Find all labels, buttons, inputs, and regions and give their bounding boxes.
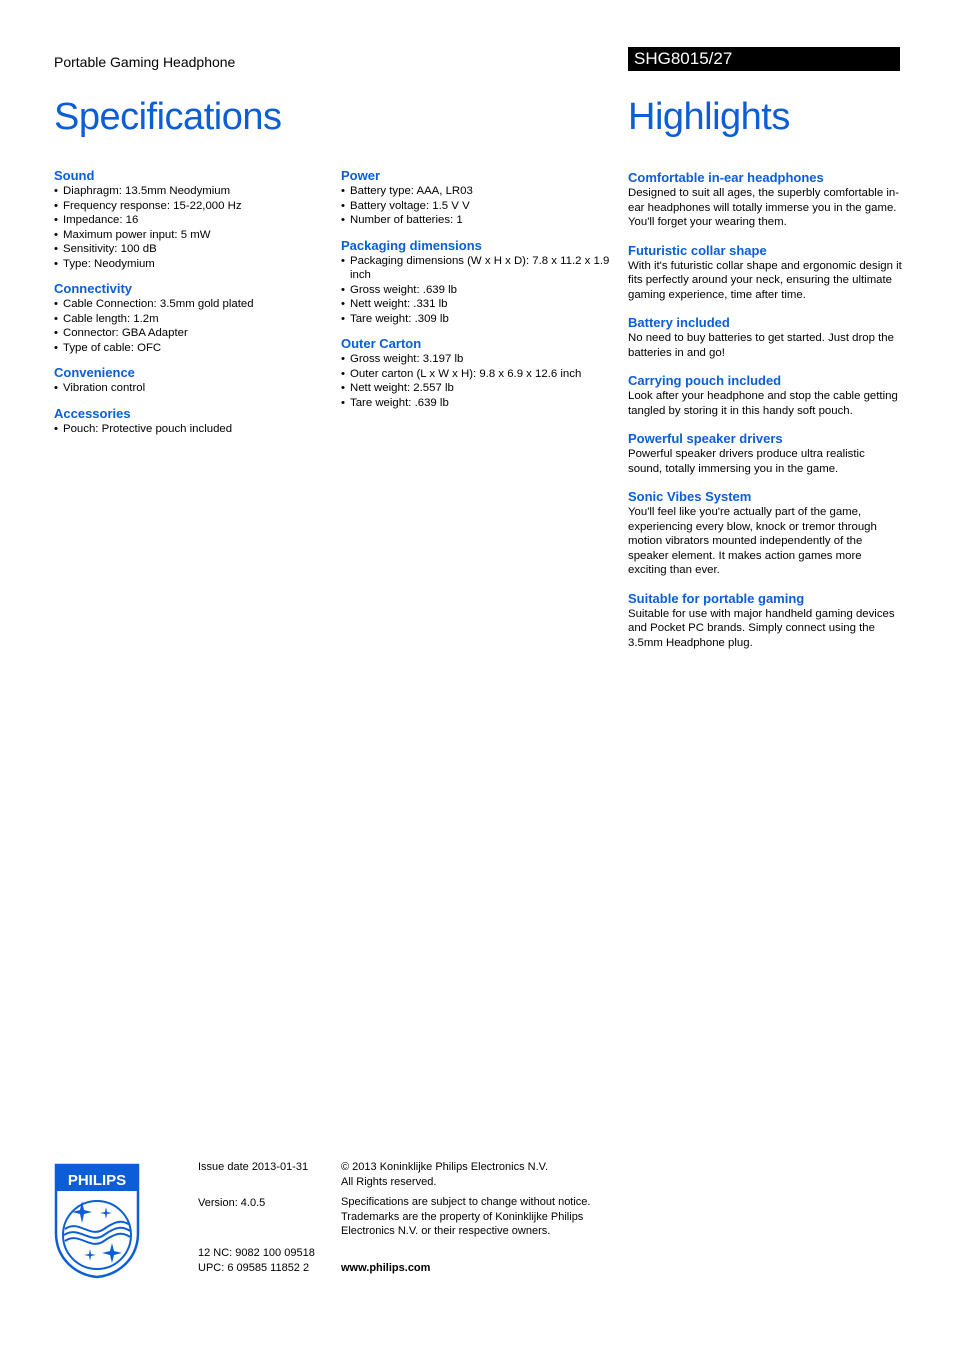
footer-meta <box>198 1160 333 1275</box>
spec-section-heading: Sound <box>54 168 95 183</box>
model-number: SHG8015/27 <box>634 49 733 68</box>
highlight-body: Designed to suit all ages, the superbly comfortable in-ear headphones will totally immerse you in the game. You'll forget your wearing them. <box>628 187 899 228</box>
spec-item: • Pouch: Protective pouch included <box>54 422 324 437</box>
spec-item: • Type of cable: OFC <box>54 341 324 356</box>
spec-item: • Sensitivity: 100 dB <box>54 242 324 257</box>
highlight-heading: Sonic Vibes System <box>628 489 752 504</box>
spec-item: • Gross weight: .639 lb <box>341 283 611 298</box>
notice-line-2: Trademarks are the property of Koninklijke Philips <box>341 1210 584 1223</box>
highlight-item <box>628 591 902 651</box>
specifications-title: Specifications <box>54 96 282 138</box>
highlight-body: Powerful speaker drivers produce ultra realistic sound, totally immersing you in the game. <box>628 448 865 475</box>
spec-section-heading: Convenience <box>54 365 135 380</box>
version: Version: 4.0.5 <box>198 1196 266 1209</box>
spec-section-heading: Outer Carton <box>341 336 422 351</box>
notice-line-1: Specifications are subject to change without notice. <box>341 1196 591 1208</box>
upc-number: UPC: 6 09585 11852 2 <box>198 1261 310 1274</box>
spec-list <box>54 297 324 355</box>
spec-item: • Tare weight: .309 lb <box>341 312 611 327</box>
philips-shield-logo <box>54 1163 140 1279</box>
specifications-column-2 <box>341 168 611 420</box>
spec-item: • Vibration control <box>54 381 324 396</box>
spec-list <box>341 184 611 228</box>
spec-item: • Connector: GBA Adapter <box>54 326 324 341</box>
highlight-item <box>628 373 902 418</box>
philips-shield-icon <box>54 1163 140 1279</box>
spec-section-heading: Power <box>341 168 381 183</box>
spec-item: • Maximum power input: 5 mW <box>54 228 324 243</box>
spec-item: • Diaphragm: 13.5mm Neodymium <box>54 184 324 199</box>
spec-section-heading: Accessories <box>54 405 131 421</box>
spec-section-heading: Packaging dimensions <box>341 237 482 253</box>
spec-item: • Gross weight: 3.197 lb <box>341 352 611 367</box>
spec-item: • Nett weight: 2.557 lb <box>341 381 611 396</box>
highlights-column <box>628 170 902 663</box>
copyright-line-2: All Rights reserved. <box>341 1175 437 1188</box>
spec-list <box>54 184 324 271</box>
highlight-item <box>628 315 902 360</box>
spec-item: • Type: Neodymium <box>54 257 324 272</box>
spec-item: • Impedance: 16 <box>54 213 324 228</box>
spec-list <box>54 422 324 437</box>
website-link[interactable]: www.philips.com <box>341 1261 431 1274</box>
highlight-item <box>628 489 902 578</box>
highlight-item <box>628 170 902 230</box>
spec-item: • Outer carton (L x W x H): 9.8 x 6.9 x 12.6 inch <box>341 367 611 382</box>
spec-list <box>341 352 611 410</box>
spec-item: • Cable Connection: 3.5mm gold plated <box>54 297 324 312</box>
highlight-item <box>628 431 902 476</box>
spec-item: • Frequency response: 15-22,000 Hz <box>54 199 324 214</box>
notice-line-3: Electronics N.V. or their respective owners. <box>341 1225 551 1237</box>
spec-item: • Nett weight: .331 lb <box>341 297 611 312</box>
copyright-line-1: © 2013 Koninklijke Philips Electronics N.V. <box>341 1161 549 1173</box>
svg-text:PHILIPS: PHILIPS <box>67 1172 127 1189</box>
specifications-column-1 <box>54 168 324 446</box>
footer-legal <box>341 1160 611 1275</box>
highlight-body: With it's futuristic collar shape and ergonomic design it fits perfectly around your neck, ensuring the ultimate gaming experience, time after time. <box>628 259 902 301</box>
model-number-bar <box>628 47 900 71</box>
spec-section-heading: Connectivity <box>54 281 133 296</box>
spec-item: • Packaging dimensions (W x H x D): 7.8 x 11.2 x 1.9 inch <box>341 254 611 283</box>
highlight-item <box>628 243 902 303</box>
highlight-heading: Battery included <box>628 315 730 330</box>
spec-item: • Tare weight: .639 lb <box>341 396 611 411</box>
spec-item: • Cable length: 1.2m <box>54 312 324 327</box>
highlight-body: Look after your headphone and stop the cable getting tangled by storing it in this handy soft pouch. <box>628 390 898 417</box>
spec-item: • Number of batteries: 1 <box>341 213 611 228</box>
spec-list <box>341 254 611 327</box>
highlights-title: Highlights <box>628 96 790 138</box>
highlight-body: No need to buy batteries to get started. Just drop the batteries in and go! <box>628 332 894 359</box>
highlight-heading: Futuristic collar shape <box>628 242 767 258</box>
issue-date: Issue date 2013-01-31 <box>198 1161 309 1173</box>
highlight-heading: Suitable for portable gaming <box>628 590 805 606</box>
product-name: Portable Gaming Headphone <box>54 54 236 70</box>
spec-item: • Battery type: AAA, LR03 <box>341 184 611 199</box>
highlight-heading: Carrying pouch included <box>628 373 782 388</box>
highlight-heading: Powerful speaker drivers <box>628 431 783 446</box>
spec-item: • Battery voltage: 1.5 V V <box>341 199 611 214</box>
spec-list <box>54 381 324 396</box>
highlight-body: You'll feel like you're actually part of the game, experiencing every blow, knock or tremor through motion vibrators mounted independently of the speaker element. It makes action games more exciting than ever. <box>628 506 877 576</box>
highlight-body: Suitable for use with major handheld gaming devices and Pocket PC brands. Simply connect using the 3.5mm Headphone plug. <box>628 607 895 649</box>
highlight-heading: Comfortable in-ear headphones <box>628 170 824 185</box>
nc-number: 12 NC: 9082 100 09518 <box>198 1247 315 1259</box>
